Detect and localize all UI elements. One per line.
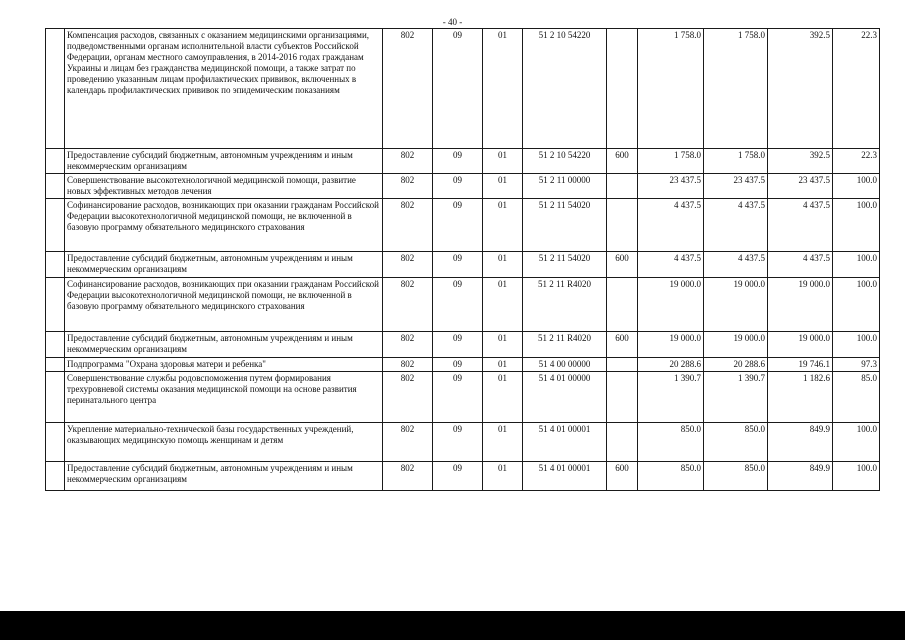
expense-type-code [607,358,638,372]
section-code: 09 [433,423,483,462]
target-article-code: 51 4 01 00001 [523,462,607,491]
target-article-code: 51 4 01 00000 [523,372,607,423]
ministry-code: 802 [383,174,433,199]
table-row [46,423,880,462]
executed-value: 19 746.1 [768,358,833,372]
item-name: Предоставление субсидий бюджетным, автономным учреждениям и иным некоммерческим организациям [65,252,383,278]
execution-percent: 97.3 [833,358,880,372]
executed-value: 849.9 [768,423,833,462]
refined-plan-value: 19 000.0 [704,332,768,358]
subsection-code: 01 [483,423,523,462]
row-blank-cell [46,462,65,491]
plan-value: 19 000.0 [638,278,704,332]
row-blank-cell [46,423,65,462]
item-name: Компенсация расходов, связанных с оказанием медицинскими организациями, подведомственными органам исполнительной власти субъектов Российской Федерации, органам местного самоуправления, в 2014-2016 годах гражданам Украины и лицам без гражданства медицинской помощи, а также затрат по проведению указанным лицам профилактических прививок, включенных в календарь профилактических прививок по эпидемическим показаниям [65,29,383,149]
refined-plan-value: 4 437.5 [704,199,768,252]
item-name: Укрепление материально-технической базы государственных учреждений, оказывающих медицинскую помощь женщинам и детям [65,423,383,462]
refined-plan-value: 850.0 [704,423,768,462]
expense-type-code [607,423,638,462]
section-code: 09 [433,174,483,199]
execution-percent: 100.0 [833,174,880,199]
section-code: 09 [433,372,483,423]
subsection-code: 01 [483,29,523,149]
item-name: Предоставление субсидий бюджетным, автономным учреждениям и иным некоммерческим организациям [65,462,383,491]
execution-percent: 22.3 [833,29,880,149]
section-code: 09 [433,332,483,358]
table-row [46,462,880,491]
section-code: 09 [433,278,483,332]
target-article-code: 51 2 10 54220 [523,29,607,149]
ministry-code: 802 [383,358,433,372]
row-blank-cell [46,149,65,174]
executed-value: 1 182.6 [768,372,833,423]
section-code: 09 [433,358,483,372]
target-article-code: 51 2 11 R4020 [523,278,607,332]
target-article-code: 51 2 11 54020 [523,252,607,278]
item-name: Совершенствование службы родовспоможения путем формирования трехуровневой системы оказания медицинской помощи на основе развития перинатального центра [65,372,383,423]
budget-table [45,28,880,491]
execution-percent: 100.0 [833,278,880,332]
executed-value: 392.5 [768,29,833,149]
refined-plan-value: 1 758.0 [704,149,768,174]
ministry-code: 802 [383,332,433,358]
section-code: 09 [433,29,483,149]
plan-value: 4 437.5 [638,199,704,252]
section-code: 09 [433,462,483,491]
section-code: 09 [433,149,483,174]
table-row [46,174,880,199]
execution-percent: 85.0 [833,372,880,423]
ministry-code: 802 [383,149,433,174]
executed-value: 19 000.0 [768,278,833,332]
expense-type-code: 600 [607,462,638,491]
row-blank-cell [46,372,65,423]
plan-value: 850.0 [638,423,704,462]
executed-value: 19 000.0 [768,332,833,358]
row-blank-cell [46,358,65,372]
target-article-code: 51 4 00 00000 [523,358,607,372]
table-row [46,358,880,372]
target-article-code: 51 2 11 00000 [523,174,607,199]
target-article-code: 51 2 11 54020 [523,199,607,252]
execution-percent: 22.3 [833,149,880,174]
plan-value: 20 288.6 [638,358,704,372]
executed-value: 849.9 [768,462,833,491]
ministry-code: 802 [383,199,433,252]
ministry-code: 802 [383,29,433,149]
subsection-code: 01 [483,252,523,278]
plan-value: 1 758.0 [638,149,704,174]
expense-type-code [607,199,638,252]
refined-plan-value: 1 390.7 [704,372,768,423]
row-blank-cell [46,29,65,149]
plan-value: 1 758.0 [638,29,704,149]
refined-plan-value: 23 437.5 [704,174,768,199]
table-row [46,29,880,149]
ministry-code: 802 [383,278,433,332]
expense-type-code [607,174,638,199]
row-blank-cell [46,278,65,332]
ministry-code: 802 [383,423,433,462]
execution-percent: 100.0 [833,423,880,462]
subsection-code: 01 [483,199,523,252]
row-blank-cell [46,199,65,252]
executed-value: 4 437.5 [768,199,833,252]
table-row [46,372,880,423]
item-name: Подпрограмма "Охрана здоровья матери и ребенка" [65,358,383,372]
execution-percent: 100.0 [833,332,880,358]
item-name: Софинансирование расходов, возникающих при оказании гражданам Российской Федерации высокотехнологичной медицинской помощи, не включенной в базовую программу обязательного медицинского страхования [65,278,383,332]
expense-type-code: 600 [607,252,638,278]
refined-plan-value: 20 288.6 [704,358,768,372]
subsection-code: 01 [483,174,523,199]
table-row [46,252,880,278]
target-article-code: 51 4 01 00001 [523,423,607,462]
refined-plan-value: 4 437.5 [704,252,768,278]
ministry-code: 802 [383,462,433,491]
refined-plan-value: 19 000.0 [704,278,768,332]
row-blank-cell [46,174,65,199]
executed-value: 392.5 [768,149,833,174]
target-article-code: 51 2 11 R4020 [523,332,607,358]
subsection-code: 01 [483,332,523,358]
row-blank-cell [46,252,65,278]
plan-value: 4 437.5 [638,252,704,278]
item-name: Софинансирование расходов, возникающих при оказании гражданам Российской Федерации высокотехнологичной медицинской помощи, не включенной в базовую программу обязательного медицинского страхования [65,199,383,252]
ministry-code: 802 [383,372,433,423]
item-name: Совершенствование высокотехнологичной медицинской помощи, развитие новых эффективных методов лечения [65,174,383,199]
expense-type-code [607,278,638,332]
expense-type-code [607,372,638,423]
table-row [46,199,880,252]
subsection-code: 01 [483,278,523,332]
item-name: Предоставление субсидий бюджетным, автономным учреждениям и иным некоммерческим организациям [65,332,383,358]
section-code: 09 [433,252,483,278]
plan-value: 850.0 [638,462,704,491]
expense-type-code: 600 [607,332,638,358]
expense-type-code [607,29,638,149]
page-number: - 40 - [442,17,463,27]
table-row [46,332,880,358]
section-code: 09 [433,199,483,252]
subsection-code: 01 [483,358,523,372]
refined-plan-value: 1 758.0 [704,29,768,149]
execution-percent: 100.0 [833,199,880,252]
executed-value: 23 437.5 [768,174,833,199]
subsection-code: 01 [483,372,523,423]
plan-value: 19 000.0 [638,332,704,358]
plan-value: 1 390.7 [638,372,704,423]
execution-percent: 100.0 [833,252,880,278]
subsection-code: 01 [483,149,523,174]
refined-plan-value: 850.0 [704,462,768,491]
target-article-code: 51 2 10 54220 [523,149,607,174]
subsection-code: 01 [483,462,523,491]
table-row [46,278,880,332]
item-name: Предоставление субсидий бюджетным, автономным учреждениям и иным некоммерческим организациям [65,149,383,174]
executed-value: 4 437.5 [768,252,833,278]
ministry-code: 802 [383,252,433,278]
scan-bottom-edge [0,611,905,640]
expense-type-code: 600 [607,149,638,174]
row-blank-cell [46,332,65,358]
table-row [46,149,880,174]
execution-percent: 100.0 [833,462,880,491]
plan-value: 23 437.5 [638,174,704,199]
